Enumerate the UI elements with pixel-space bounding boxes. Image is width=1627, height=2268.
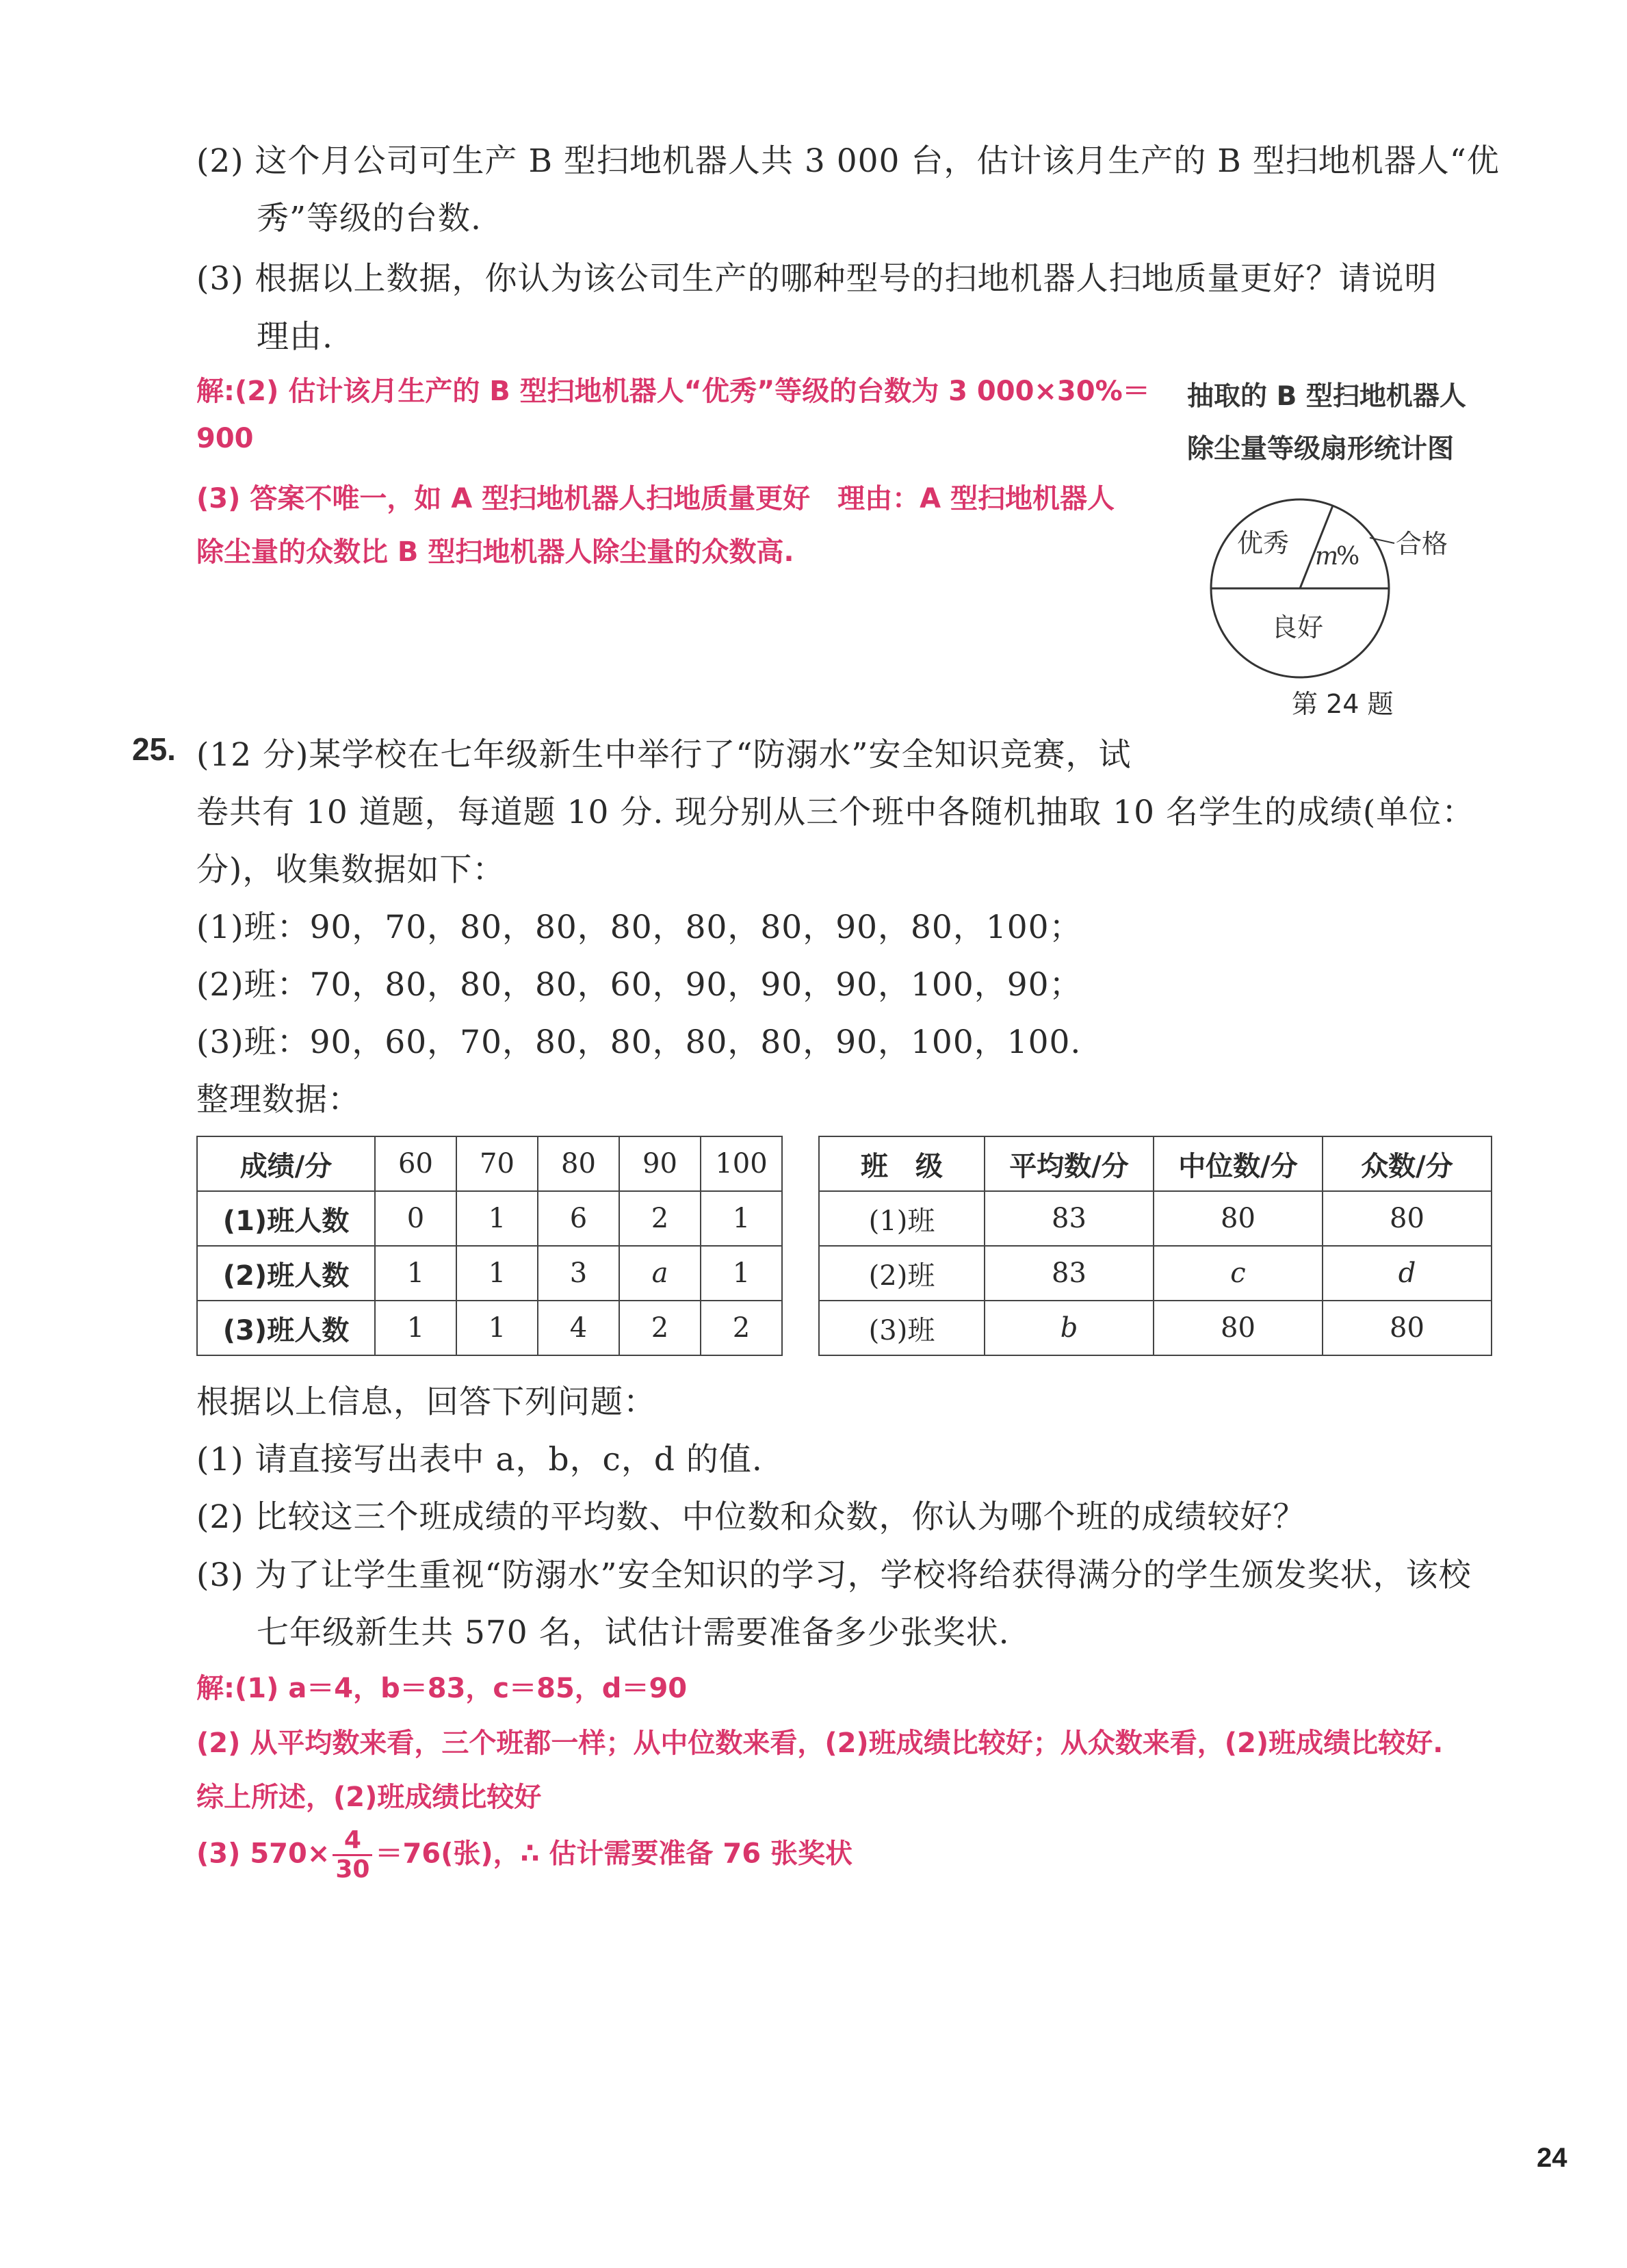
table-cell: a [619, 1246, 701, 1301]
table-cell: 80 [1154, 1301, 1323, 1355]
table-cell: 1 [375, 1246, 456, 1301]
table-cell: 83 [985, 1191, 1154, 1246]
q25-line3: 分)，收集数据如下： [196, 851, 506, 889]
q24-part2-line2: 秀”等级的台数. [257, 200, 482, 237]
table-row [819, 1136, 1492, 1191]
table-cell: 80 [1154, 1191, 1323, 1246]
table-cell: 1 [456, 1246, 538, 1301]
q25-data-class3: (3)班：90，60，70，80，80，80，80，90，100，100. [196, 1024, 1082, 1061]
page-number: 24 [1537, 2143, 1567, 2173]
score-distribution-table [196, 1136, 783, 1356]
table-cell: c [1154, 1246, 1323, 1301]
table-cell: 中位数/分 [1154, 1136, 1323, 1191]
table-cell: (2)班 [819, 1246, 985, 1301]
q25-prompt: 根据以上信息，回答下列问题： [196, 1383, 656, 1421]
table-row [197, 1246, 782, 1301]
table-cell: 100 [701, 1136, 782, 1191]
table-cell: 3 [538, 1246, 619, 1301]
table-cell: 80 [538, 1136, 619, 1191]
table-cell: 2 [619, 1191, 701, 1246]
table-cell: d [1323, 1246, 1492, 1301]
table-cell: 0 [375, 1191, 456, 1246]
table-cell: 70 [456, 1136, 538, 1191]
fraction-numerator: 4 [333, 1827, 372, 1856]
q24-answer2-line2: 900 [196, 423, 254, 454]
table-cell: 90 [619, 1136, 701, 1191]
answer3-suffix: ＝76(张)，∴ 估计需要准备 76 张奖状 [375, 1838, 852, 1870]
figure-title-line1: 抽取的 B 型扫地机器人 [1187, 381, 1466, 412]
table-cell: (2)班人数 [197, 1246, 375, 1301]
q24-part2-line1: (2) 这个月公司可生产 B 型扫地机器人共 3 000 台，估计该月生产的 B 型扫地机器人“优 [196, 142, 1500, 180]
table-cell: b [985, 1301, 1154, 1355]
table-cell: (3)班 [819, 1301, 985, 1355]
table-row [197, 1301, 782, 1355]
answer3-prefix: (3) 570× [196, 1838, 330, 1870]
q25-answer2-line2: 综上所述，(2)班成绩比较好 [196, 1782, 542, 1813]
q25-sub3-line1: (3) 为了让学生重视“防溺水”安全知识的学习，学校将给获得满分的学生颁发奖状，该校 [196, 1556, 1472, 1594]
q25-sub1: (1) 请直接写出表中 a，b，c，d 的值. [196, 1441, 763, 1478]
pie-label-good: 良好 [1271, 612, 1324, 642]
table-cell: 6 [538, 1191, 619, 1246]
table-row [819, 1301, 1492, 1355]
table-cell: 1 [701, 1191, 782, 1246]
table-cell: 成绩/分 [197, 1136, 375, 1191]
pie-label-percent: % [1336, 543, 1360, 571]
pass-leader-line [1370, 538, 1394, 543]
pie-chart [1190, 479, 1478, 698]
pie-label-m: m [1315, 543, 1339, 571]
table-row [197, 1136, 782, 1191]
q24-answer3-line2: 除尘量的众数比 B 型扫地机器人除尘量的众数高. [196, 536, 794, 568]
q25-answer3 [196, 1827, 852, 1884]
table-cell: (1)班人数 [197, 1191, 375, 1246]
fraction [333, 1827, 372, 1884]
table-cell: 2 [619, 1301, 701, 1355]
table-row [819, 1246, 1492, 1301]
table-row [819, 1191, 1492, 1246]
table-cell: 4 [538, 1301, 619, 1355]
table-cell: 1 [456, 1301, 538, 1355]
q25-line1: (12 分)某学校在七年级新生中举行了“防溺水”安全知识竞赛，试 [196, 736, 1132, 774]
table-cell: 80 [1323, 1301, 1492, 1355]
table-cell: (3)班人数 [197, 1301, 375, 1355]
q25-answer1: 解:(1) a＝4，b＝83，c＝85，d＝90 [196, 1673, 688, 1704]
q25-line2: 卷共有 10 道题，每道题 10 分. 现分别从三个班中各随机抽取 10 名学生的成绩(单位： [196, 794, 1475, 831]
q25-sub3-line2: 七年级新生共 570 名，试估计需要准备多少张奖状. [257, 1614, 1010, 1652]
pie-label-excellent: 优秀 [1237, 528, 1290, 558]
q24-answer2-line1: 解:(2) 估计该月生产的 B 型扫地机器人“优秀”等级的台数为 3 000×30%＝ [196, 376, 1150, 407]
fraction-denominator: 30 [335, 1855, 370, 1884]
table-cell: 2 [701, 1301, 782, 1355]
q25-data-class1: (1)班：90，70，80，80，80，80，80，90，80，100； [196, 909, 1082, 946]
table-cell: 60 [375, 1136, 456, 1191]
q24-part3-line2: 理由. [257, 318, 333, 356]
q25-data-class2: (2)班：70，80，80，80，60，90，90，90，100，90； [196, 966, 1082, 1004]
table-cell: (1)班 [819, 1191, 985, 1246]
q25-organize-label: 整理数据： [196, 1081, 361, 1119]
q25-sub2: (2) 比较这三个班成绩的平均数、中位数和众数，你认为哪个班的成绩较好？ [196, 1498, 1306, 1536]
q24-answer3-line1: (3) 答案不唯一，如 A 型扫地机器人扫地质量更好 理由：A 型扫地机器人 [196, 483, 1115, 514]
table-cell: 80 [1323, 1191, 1492, 1246]
table-cell: 83 [985, 1246, 1154, 1301]
table-cell: 众数/分 [1323, 1136, 1492, 1191]
table-cell: 班 级 [819, 1136, 985, 1191]
q25-answer2-line1: (2) 从平均数来看，三个班都一样；从中位数来看，(2)班成绩比较好；从众数来看，(2)班成绩比较好. [196, 1728, 1444, 1759]
statistics-table [818, 1136, 1492, 1356]
table-cell: 平均数/分 [985, 1136, 1154, 1191]
table-cell: 1 [456, 1191, 538, 1246]
figure-caption: 第 24 题 [1292, 689, 1394, 719]
table-row [197, 1191, 782, 1246]
q25-number: 25. [132, 731, 176, 767]
table-cell: 1 [375, 1301, 456, 1355]
table-cell: 1 [701, 1246, 782, 1301]
pie-label-pass: 合格 [1396, 529, 1448, 559]
q24-part3-line1: (3) 根据以上数据，你认为该公司生产的哪种型号的扫地机器人扫地质量更好？请说明 [196, 260, 1437, 298]
figure-title-line2: 除尘量等级扇形统计图 [1187, 434, 1455, 465]
